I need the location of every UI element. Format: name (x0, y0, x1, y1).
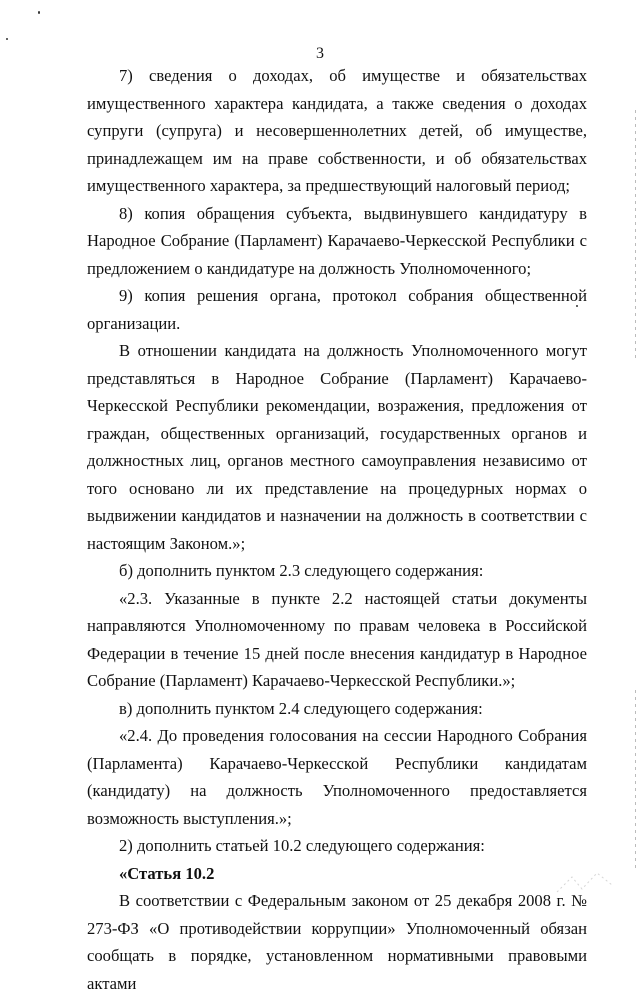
paragraph-amendment-b: б) дополнить пунктом 2.3 следующего содержания: (119, 561, 484, 580)
paragraph-article-text: В соответствии с Федеральным законом от 25 декабря 2008 г. № 273-ФЗ «О противодействии коррупции» Уполномоченный обязан сообщать в порядке, установленном нормативными правовыми актами (87, 891, 587, 993)
article-heading: «Статья 10.2 (119, 863, 215, 883)
document-body (87, 62, 587, 997)
scan-edge-line (635, 690, 636, 870)
paragraph-clause-2-4: «2.4. До проведения голосования на сессии Народного Собрания (Парламента) Карачаево-Черкесской Республики кандидатам (кандидату) на должность Уполномоченного предоставляется возможность выступления.»; (87, 726, 587, 828)
page-number: 3 (316, 45, 324, 62)
scan-speck (38, 11, 40, 14)
scan-edge-line (635, 110, 636, 360)
paragraph-item-8: 8) копия обращения субъекта, выдвинувшего кандидатуру в Народное Собрание (Парламент) Карачаево-Черкесской Республики с предложением о кандидатуре на должность Уполномоченного; (87, 203, 587, 278)
paragraph-clause-2-3: «2.3. Указанные в пункте 2.2 настоящей статьи документы направляются Уполномоченному по правам человека в Российской Федерации в течение 15 дней после внесения кандидатур в Народное Собрание (Парламент) Карачаево-Черкесской Республики.»; (87, 588, 587, 690)
paragraph-amendment-2: 2) дополнить статьей 10.2 следующего содержания: (119, 836, 485, 855)
paragraph-item-9: 9) копия решения органа, протокол собрания общественной организации. (87, 286, 587, 333)
paragraph-recommendations: В отношении кандидата на должность Уполномоченного могут представляться в Народное Собрание (Парламент) Карачаево-Черкесской Республики рекомендации, возражения, предложения от граждан, общественных организаций, государственных органов и должностных лиц, органов местного самоуправления независимо от того основано ли их представление на процедурных нормах о выдвижении кандидатов и назначении на должность в соответствии с настоящим Законом.»; (87, 341, 587, 553)
paragraph-item-7: 7) сведения о доходах, об имуществе и обязательствах имущественного характера кандидата, а также сведения о доходах супруги (супруга) и несовершеннолетних детей, об имуществе, принадлежащем им на праве собственности, и об обязательствах имущественного характера, за предшествующий налоговый период; (87, 66, 587, 195)
scan-speck (6, 38, 8, 40)
scan-mark (552, 867, 622, 897)
paragraph-amendment-v: в) дополнить пунктом 2.4 следующего содержания: (119, 698, 483, 718)
